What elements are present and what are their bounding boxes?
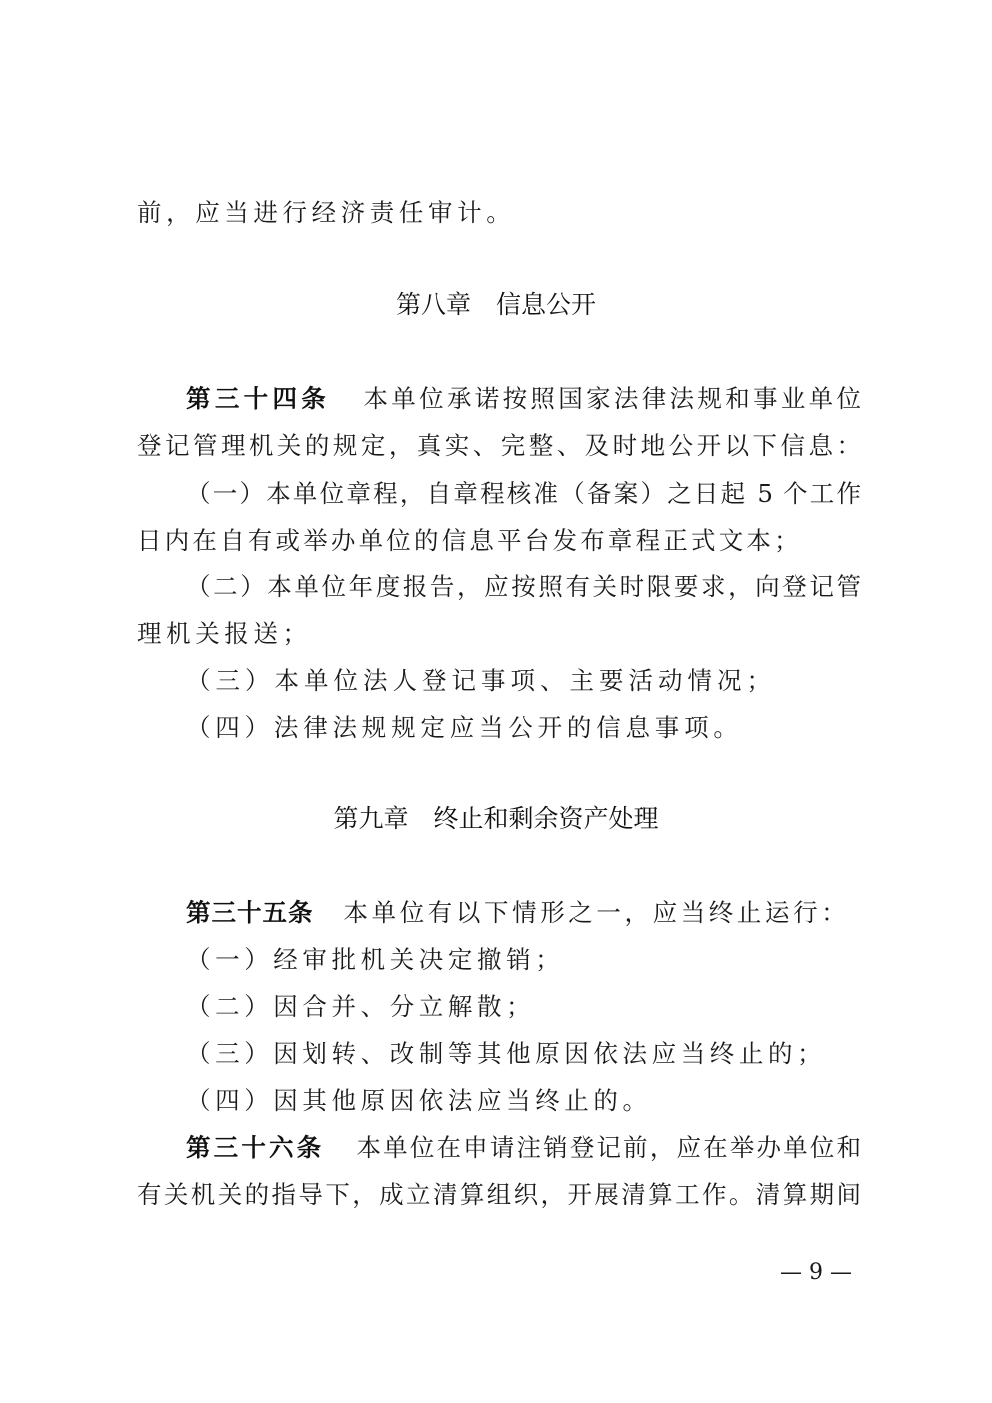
article-36-label: 第三十六条 <box>186 1133 325 1162</box>
article-36-text-1: 本单位在申请注销登记前，应在举办单位和 <box>354 1133 862 1162</box>
article-35-text: 本单位有以下情形之一，应当终止运行： <box>343 898 850 927</box>
article-35-item-3: （三）因划转、改制等其他原因依法应当终止的； <box>186 1039 827 1068</box>
chapter-8-title: 第八章 信息公开 <box>395 290 596 319</box>
article-34-line-2: 登记管理机关的规定，真实、完整、及时地公开以下信息： <box>137 431 861 460</box>
article-36-line-2: 有关机关的指导下，成立清算组织，开展清算工作。清算期间 <box>137 1180 861 1209</box>
page-number: — 9 — <box>780 1260 852 1285</box>
chapter-9-title: 第九章 终止和剩余资产处理 <box>333 804 659 833</box>
opening-line: 前，应当进行经济责任审计。 <box>137 198 516 227</box>
article-35-item-2: （二）因合并、分立解散； <box>186 992 536 1021</box>
article-34-item-1-line-2: 日内在自有或举办单位的信息平台发布章程正式文本； <box>137 526 802 555</box>
article-36-paragraph-line-1 <box>186 1130 861 1166</box>
article-35-item-4: （四）因其他原因依法应当终止的。 <box>186 1086 652 1115</box>
article-34-label: 第三十四条 <box>186 384 331 413</box>
article-34-paragraph-line-1 <box>186 381 861 417</box>
article-35-label: 第三十五条 <box>186 898 314 927</box>
article-34-item-2-line-1: （二）本单位年度报告，应按照有关时限要求，向登记管 <box>186 572 861 601</box>
article-34-item-3: （三）本单位法人登记事项、主要活动情况； <box>186 666 776 695</box>
article-34-item-2-line-2: 理机关报送； <box>137 619 312 648</box>
article-35-item-1: （一）经审批机关决定撤销； <box>186 945 565 974</box>
article-34-item-4: （四）法律法规规定应当公开的信息事项。 <box>186 713 743 742</box>
article-34-text-1: 本单位承诺按照国家法律法规和事业单位 <box>360 384 862 413</box>
article-35-paragraph <box>186 895 861 931</box>
article-34-item-1-line-1: （一）本单位章程，自章程核准（备案）之日起 5 个工作 <box>186 479 861 508</box>
